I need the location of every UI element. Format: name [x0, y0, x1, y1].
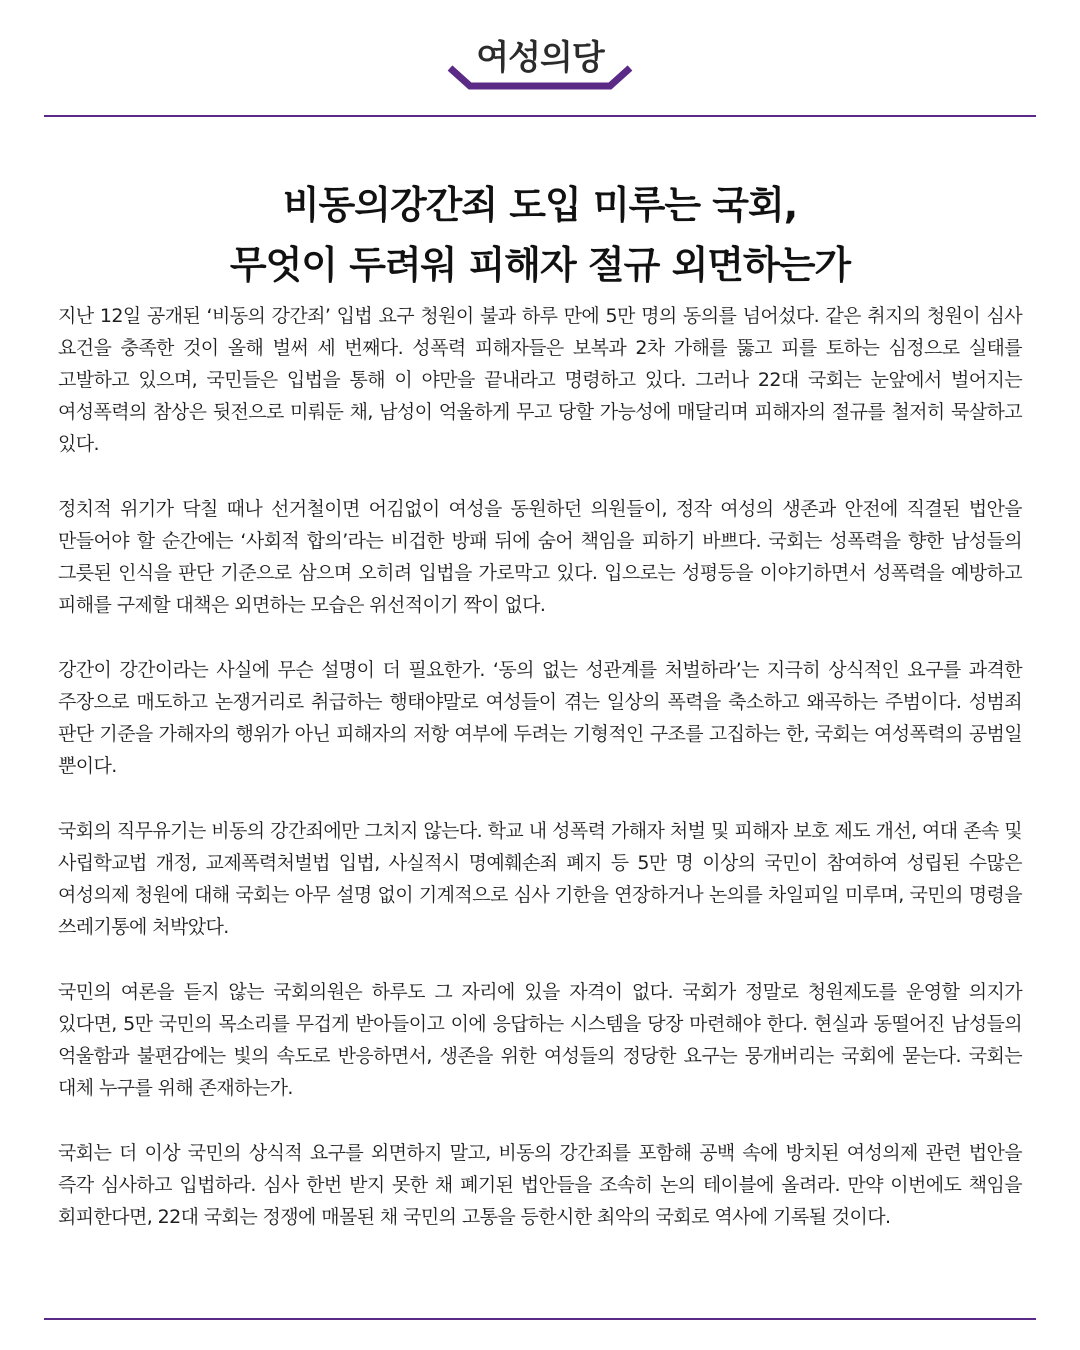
paragraph: 국회의 직무유기는 비동의 강간죄에만 그치지 않는다. 학교 내 성폭력 가해자 처벌 및 피해자 보호 제도 개선, 여대 존속 및 사립학교법 개정, 교제폭력처벌법 입법, 사실적시 명예훼손죄 폐지 등 5만 명 이상의 국민이 참여하여 성립된 수많은 여성의제 청원에 대해 국회는 아무 설명 없이 기계적으로 심사 기한을 연장하거나 논의를 차일피일 미루며, 국민의 명령을 쓰레기통에 처박았다.	[58, 820, 1022, 938]
paragraph: 국회는 더 이상 국민의 상식적 요구를 외면하지 말고, 비동의 강간죄를 포함해 공백 속에 방치된 여성의제 관련 법안을 즉각 심사하고 입법하라. 심사 한번 받지 못한 채 폐기된 법안들을 조속히 논의 테이블에 올려라. 만약 이번에도 책임을 회피한다면, 22대 국회는 정쟁에 매몰된 채 국민의 고통을 등한시한 최악의 국회로 역사에 기록될 것이다.	[58, 1142, 1022, 1228]
bottom-divider	[44, 1318, 1036, 1320]
paragraph: 지난 12일 공개된 ‘비동의 강간죄’ 입법 요구 청원이 불과 하루 만에 5만 명의 동의를 넘어섰다. 같은 취지의 청원이 심사 요건을 충족한 것이 올해 벌써 세 번째다. 성폭력 피해자들은 보복과 2차 가해를 뚫고 피를 토하는 심정으로 실태를 고발하고 있으며, 국민들은 입법을 통해 이 야만을 끝내라고 명령하고 있다. 그러나 22대 국회는 눈앞에서 벌어지는 여성폭력의 참상은 뒷전으로 미뤄둔 채, 남성이 억울하게 무고 당할 가능성에 매달리며 피해자의 절규를 철저히 묵살하고 있다.	[58, 305, 1022, 455]
top-divider	[44, 115, 1036, 117]
title-line-1: 비동의강간죄 도입 미루는 국회,	[282, 183, 798, 228]
logo-chevron-icon	[440, 62, 640, 92]
paragraph: 강간이 강간이라는 사실에 무슨 설명이 더 필요한가. ‘동의 없는 성관계를 처벌하라’는 지극히 상식적인 요구를 과격한 주장으로 매도하고 논쟁거리로 취급하는 행태야말로 여성들이 겪는 일상의 폭력을 축소하고 왜곡하는 주범이다. 성범죄 판단 기준을 가해자의 행위가 아닌 피해자의 저항 여부에 두려는 기형적인 구조를 고집하는 한, 국회는 여성폭력의 공범일 뿐이다.	[58, 659, 1022, 777]
statement-body	[58, 300, 1022, 1266]
paragraph: 정치적 위기가 닥칠 때나 선거철이면 어김없이 여성을 동원하던 의원들이, 정작 여성의 생존과 안전에 직결된 법안을 만들어야 할 순간에는 ‘사회적 합의’라는 비겁한 방패 뒤에 숨어 책임을 피하기 바쁘다. 국회는 성폭력을 향한 남성들의 그릇된 인식을 판단 기준으로 삼으며 오히려 입법을 가로막고 있다. 입으로는 성평등을 이야기하면서 성폭력을 예방하고 피해를 구제할 대책은 외면하는 모습은 위선적이기 짝이 없다.	[58, 498, 1022, 616]
title-line-2: 무엇이 두려워 피해자 절규 외면하는가	[229, 243, 851, 288]
party-logo-text: 여성의당	[476, 38, 604, 78]
party-logo	[0, 22, 1080, 92]
paragraph: 국민의 여론을 듣지 않는 국회의원은 하루도 그 자리에 있을 자격이 없다. 국회가 정말로 청원제도를 운영할 의지가 있다면, 5만 국민의 목소리를 무겁게 받아들이고 이에 응답하는 시스템을 당장 마련해야 한다. 현실과 동떨어진 남성들의 억울함과 불편감에는 빛의 속도로 반응하면서, 생존을 위한 여성들의 정당한 요구는 뭉개버리는 국회에 묻는다. 국회는 대체 누구를 위해 존재하는가.	[58, 981, 1022, 1099]
page-title	[44, 175, 1036, 295]
